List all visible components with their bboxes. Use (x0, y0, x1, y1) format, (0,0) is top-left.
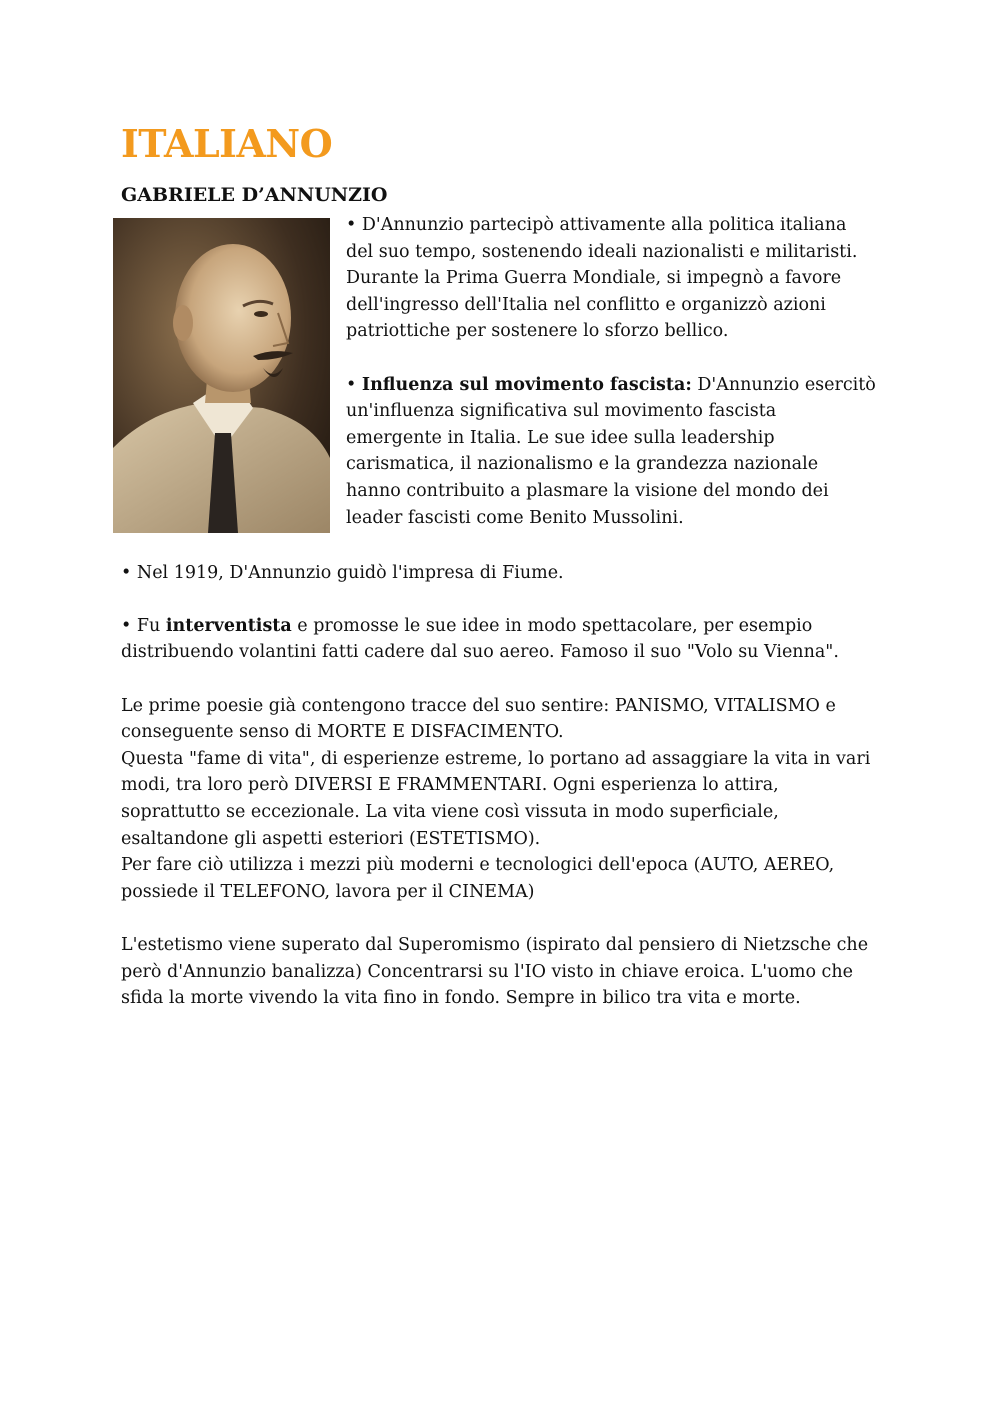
paragraph-mezzi: Per fare ciò utilizza i mezzi più moderni e tecnologici dell'epoca (AUTO, AEREO, possiede il TELEFONO, lavora per il CINEMA) (121, 855, 835, 902)
bold-label: Influenza sul movimento fascista: (361, 374, 692, 395)
paragraph-fame-di-vita: Questa "fame di vita", di esperienze estreme, lo portano ad assaggiare la vita in vari modi, tra loro però DIVERSI E FRAMMENTARI. Ogni esperienza lo attira, soprattutto se eccezionale. La vita viene così vissuta in modo superficiale, esaltandone gli aspetti esteriori (ESTETISMO). (121, 748, 871, 849)
paragraph-politics: • D'Annunzio partecipò attivamente alla politica italiana del suo tempo, sostenendo ideali nazionalisti e militaristi. Durante la Prima Guerra Mondiale, si impegnò a favore dell'ingresso dell'Italia nel conflitto e organizzò azioni patriottiche per sostenere lo sforzo bellico. (346, 215, 858, 342)
portrait-photo (113, 218, 330, 533)
paragraph-text: e promosse le sue idee in modo spettacolare, per esempio distribuendo volantini fatti cadere dal suo aereo. Famoso il suo "Volo su Vienna". (121, 615, 839, 663)
bold-label: interventista (165, 615, 292, 636)
bullet: • (346, 374, 362, 395)
document-page (121, 120, 881, 1012)
paragraph-superomismo: L'estetismo viene superato dal Superomismo (ispirato dal pensiero di Nietzsche che però d'Annunzio banalizza) Concentrarsi su l'IO visto in chiave eroica. L'uomo che sfida la morte vivendo la vita fino in fondo. Sempre in bilico tra vita e morte. (121, 934, 869, 1009)
intro-row (121, 212, 881, 533)
intro-text (346, 212, 876, 531)
section-title: GABRIELE D’ANNUNZIO (121, 184, 388, 206)
paragraph-text: • Fu (121, 615, 166, 636)
paragraph-poesie: Le prime poesie già contengono tracce del suo sentire: PANISMO, VITALISMO e conseguente senso di MORTE E DISFACIMENTO. (121, 695, 836, 743)
paragraph-text: D'Annunzio esercitò un'influenza significativa sul movimento fascista emergente in Italia. Le sue idee sulla leadership carismatica, il nazionalismo e la grandezza nazionale hanno contribuito a plasmare la visione del mondo dei leader fascisti come Benito Mussolini. (346, 374, 876, 528)
paragraph-interventista (121, 613, 881, 666)
paragraph-fascism (346, 372, 876, 532)
page-title: ITALIANO (121, 121, 333, 166)
paragraph-fiume: • Nel 1919, D'Annunzio guidò l'impresa di Fiume. (121, 562, 564, 583)
